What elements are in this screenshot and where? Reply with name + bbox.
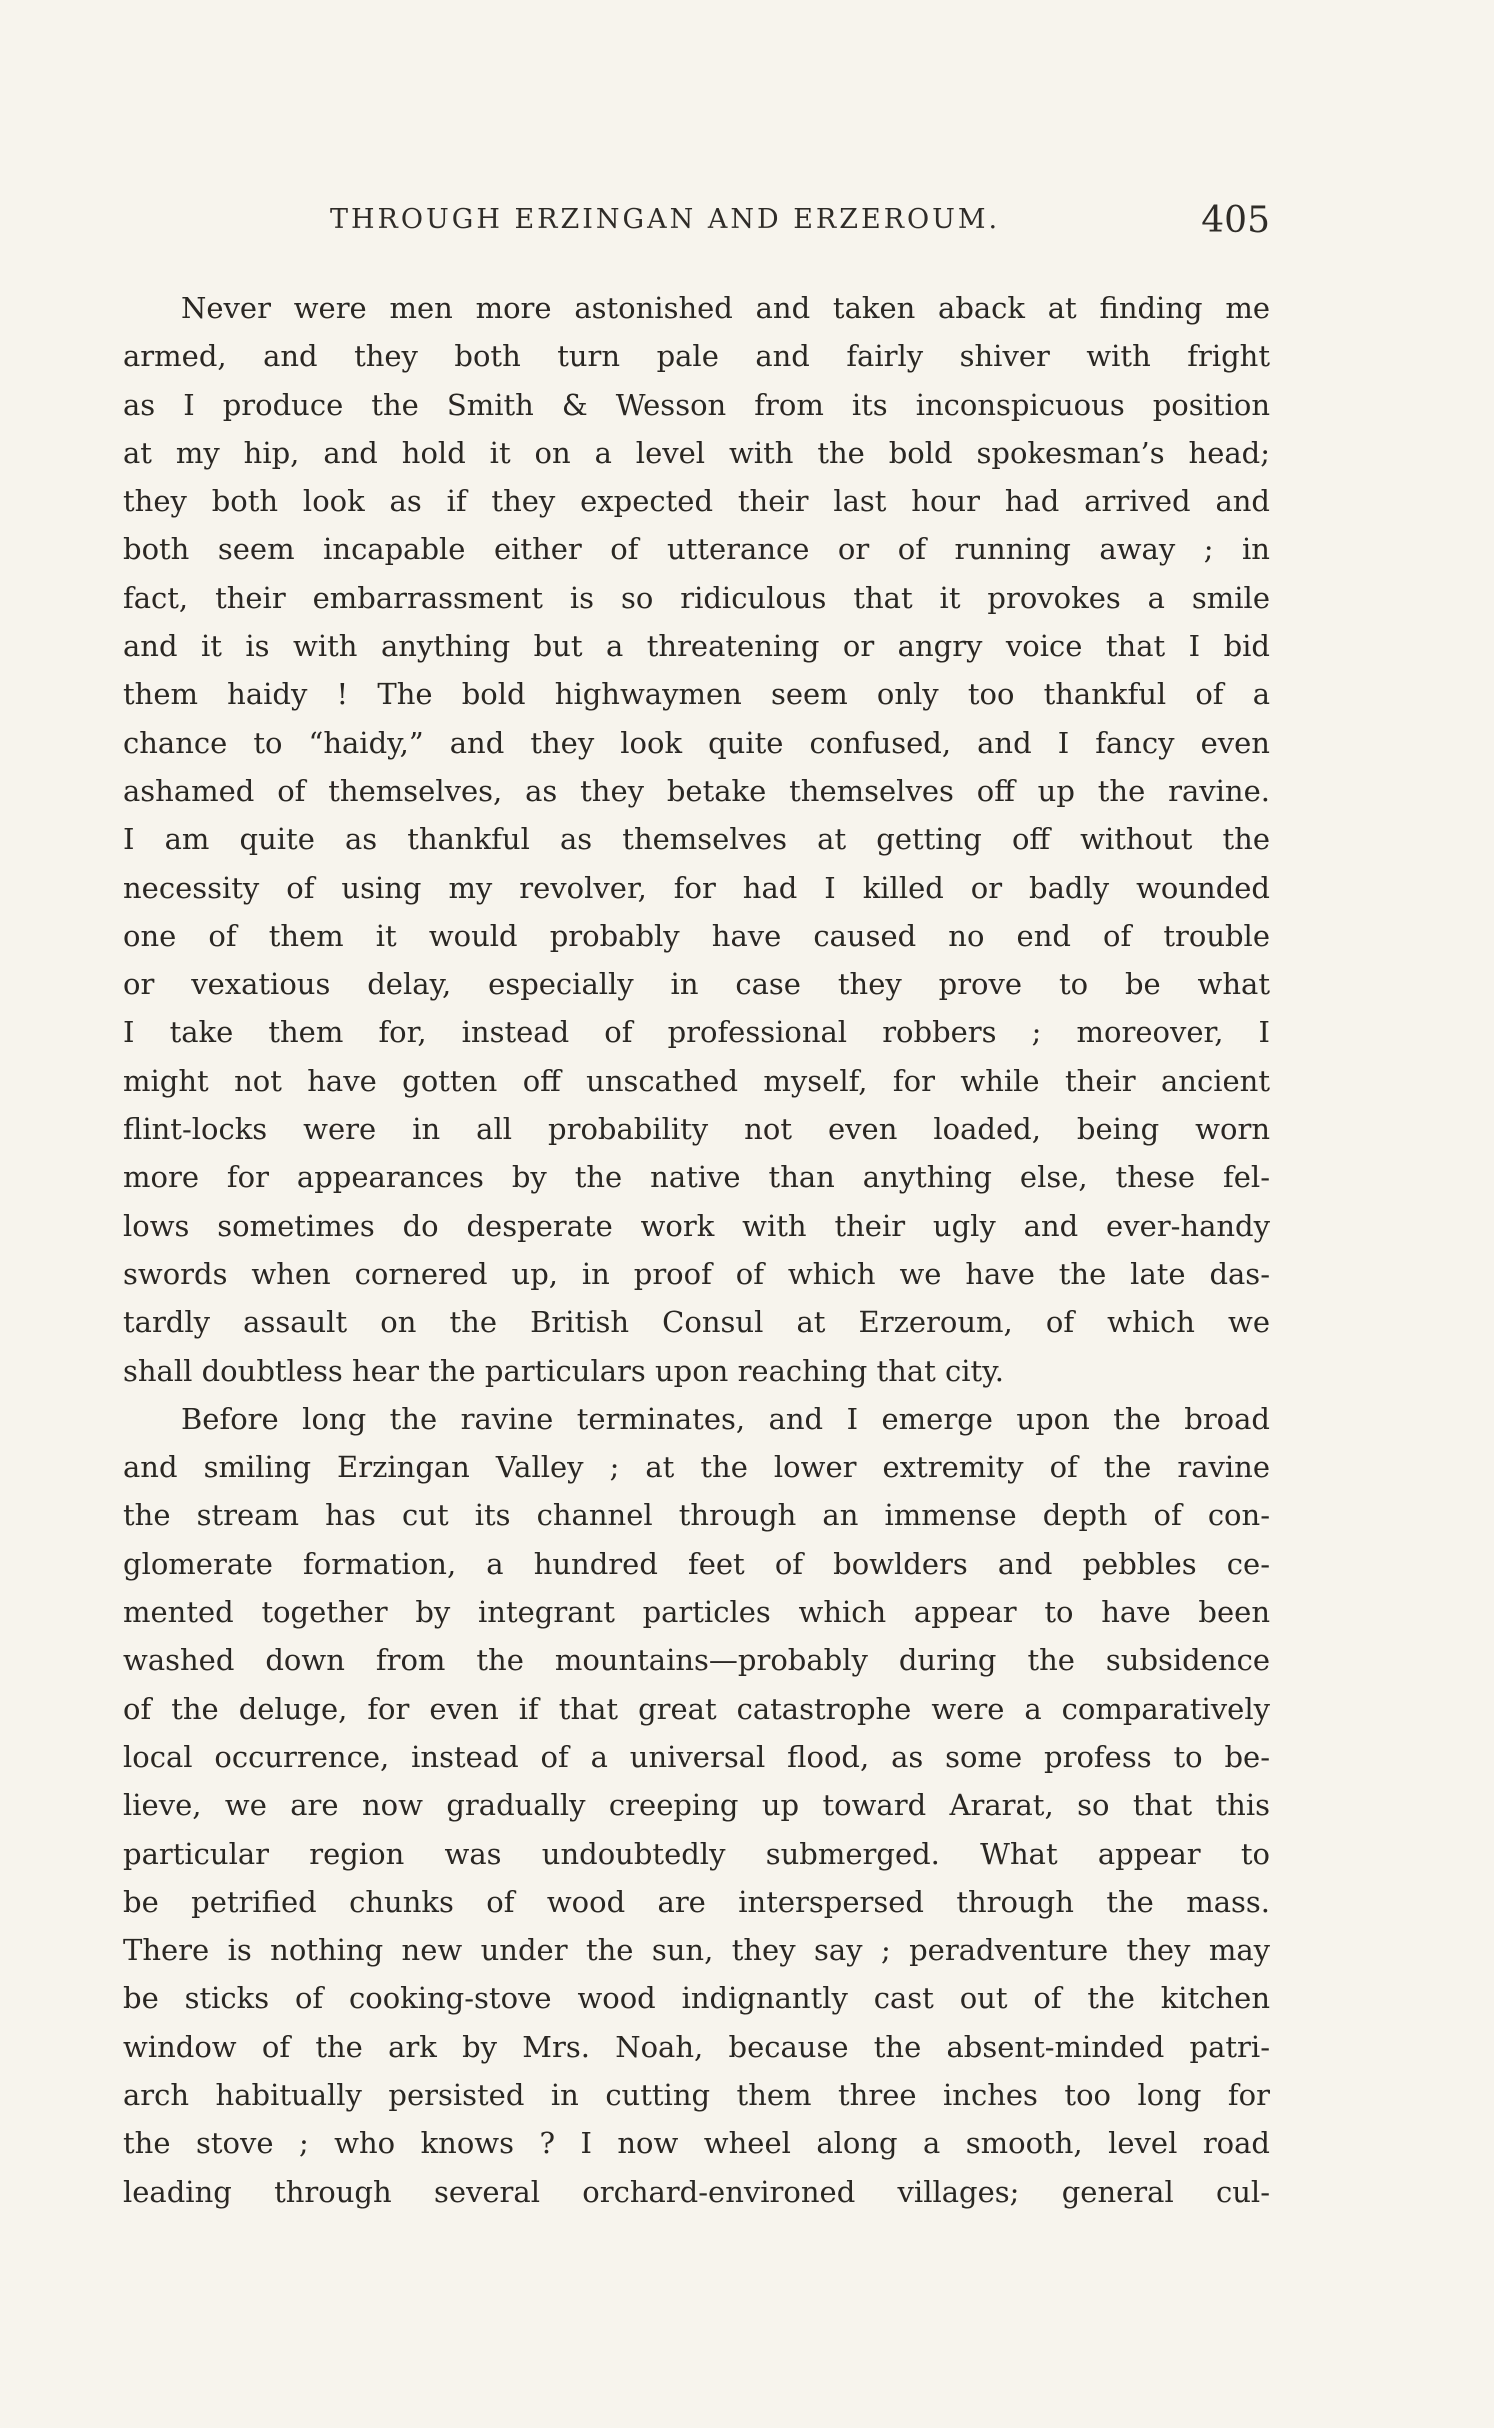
text-line: or vexatious delay, especially in case they prove to be what (123, 967, 1270, 1002)
text-line: be sticks of cooking-stove wood indignantly cast out of the kitchen (123, 1981, 1270, 2016)
text-line: fact, their embarrassment is so ridiculous that it provokes a smile (123, 580, 1270, 615)
text-line: Before long the ravine terminates, and I emerge upon the broad (181, 1401, 1270, 1436)
text-line: and it is with anything but a threatening or angry voice that I bid (123, 629, 1270, 664)
text-line: they both look as if they expected their last hour had arrived and (123, 484, 1270, 519)
text-line: them haidy ! The bold highwaymen seem only too thankful of a (123, 677, 1270, 712)
body-text (123, 284, 1270, 2216)
text-line: mented together by integrant particles which appear to have been (123, 1595, 1270, 1630)
running-title: THROUGH ERZINGAN AND ERZEROUM. (330, 204, 1001, 235)
text-line: tardly assault on the British Consul at Erzeroum, of which we (123, 1305, 1270, 1340)
text-line: the stream has cut its channel through an immense depth of con- (123, 1498, 1270, 1533)
text-line: be petrified chunks of wood are interspersed through the mass. (123, 1884, 1270, 1919)
text-line: glomerate formation, a hundred feet of bowlders and pebbles ce- (123, 1546, 1270, 1581)
text-line: as I produce the Smith & Wesson from its inconspicuous position (123, 387, 1270, 422)
text-line: both seem incapable either of utterance or of running away ; in (123, 532, 1270, 567)
text-line: Never were men more astonished and taken aback at finding me (181, 291, 1270, 325)
text-line: ashamed of themselves, as they betake themselves off up the ravine. (123, 773, 1270, 808)
page-number: 405 (1201, 200, 1270, 241)
text-line: more for appearances by the native than anything else, these fel- (123, 1160, 1270, 1195)
text-line: of the deluge, for even if that great catastrophe were a comparatively (123, 1691, 1270, 1726)
text-line: swords when cornered up, in proof of which we have the late das- (123, 1256, 1270, 1291)
text-line: window of the ark by Mrs. Noah, because the absent-minded patri- (123, 2029, 1270, 2064)
text-line: There is nothing new under the sun, they say ; peradventure they may (123, 1933, 1270, 1968)
running-head (330, 200, 1270, 248)
text-line: chance to “haidy,” and they look quite confused, and I fancy even (123, 725, 1270, 760)
text-line: and smiling Erzingan Valley ; at the lower extremity of the ravine (123, 1450, 1270, 1485)
text-line: washed down from the mountains—probably during the subsidence (123, 1643, 1270, 1678)
text-line: I am quite as thankful as themselves at getting off without the (123, 822, 1270, 857)
text-line: leading through several orchard-environed villages; general cul- (123, 2174, 1270, 2209)
text-line: shall doubtless hear the particulars upon reaching that city. (123, 1353, 1004, 1388)
text-line: armed, and they both turn pale and fairly shiver with fright (123, 339, 1270, 374)
text-line: might not have gotten off unscathed myself, for while their ancient (123, 1063, 1270, 1098)
text-line: lieve, we are now gradually creeping up toward Ararat, so that this (123, 1788, 1270, 1823)
text-line: one of them it would probably have caused no end of trouble (123, 918, 1270, 953)
text-line: particular region was undoubtedly submerged. What appear to (123, 1836, 1270, 1871)
text-line: flint-locks were in all probability not even loaded, being worn (123, 1112, 1270, 1147)
text-line: lows sometimes do desperate work with their ugly and ever-handy (123, 1208, 1270, 1243)
text-line: local occurrence, instead of a universal flood, as some profess to be- (123, 1739, 1270, 1774)
text-line: I take them for, instead of professional robbers ; moreover, I (123, 1015, 1270, 1050)
text-line: at my hip, and hold it on a level with the bold spokesman’s head; (123, 435, 1270, 470)
text-line: arch habitually persisted in cutting them three inches too long for (123, 2077, 1270, 2112)
text-line: necessity of using my revolver, for had I killed or badly wounded (123, 870, 1270, 905)
text-line: the stove ; who knows ? I now wheel along a smooth, level road (123, 2126, 1270, 2161)
